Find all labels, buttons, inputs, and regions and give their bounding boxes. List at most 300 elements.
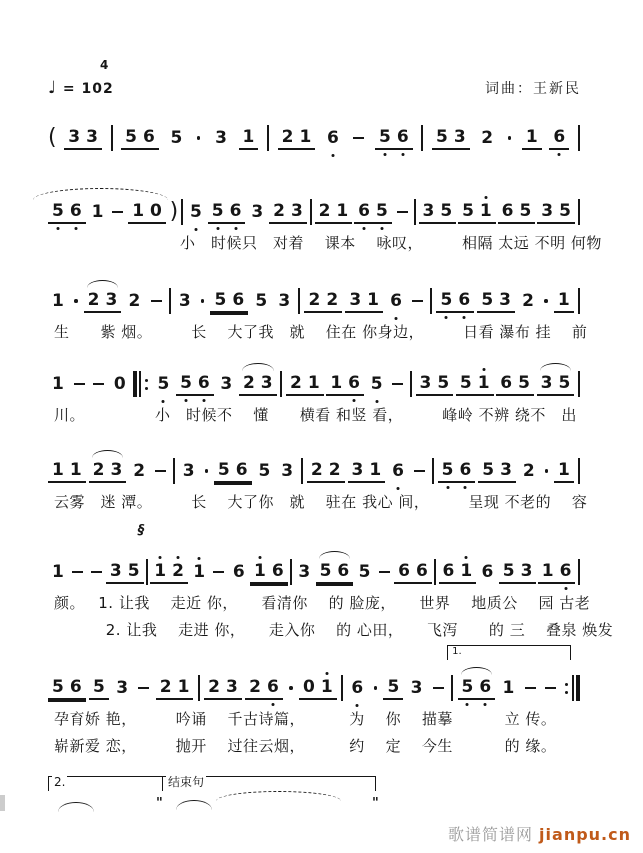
- note-digit: 5: [519, 200, 532, 221]
- lyrics-row-verse2: 崭新爱 恋， 抛开 过往云烟， 约 定 今生 的 缘。: [54, 737, 557, 755]
- note-group: [269, 201, 307, 224]
- note-digit: 6: [235, 459, 248, 480]
- duration-dash: [525, 687, 536, 689]
- breath-mark: ": [372, 796, 379, 811]
- notation-system: [48, 455, 588, 514]
- tie-arc: [33, 188, 168, 200]
- note-group: [537, 373, 575, 396]
- partial-slur-arc: [176, 800, 212, 810]
- note-group: [208, 201, 246, 224]
- note-digit: 1: [307, 372, 320, 393]
- repeat-begin-bar: [133, 371, 150, 397]
- note-group: [388, 461, 408, 481]
- note-digit: 5: [440, 200, 453, 221]
- note-group: [549, 127, 569, 150]
- note-digit: 5: [459, 372, 472, 393]
- note-digit: 5: [559, 200, 571, 221]
- volta-bracket-2: [48, 776, 162, 791]
- barline: [173, 458, 175, 484]
- tempo-value: = 102: [62, 81, 114, 97]
- note-group: [554, 460, 574, 483]
- segno-icon: §: [137, 523, 145, 538]
- note-digit: 6: [481, 562, 494, 582]
- note-digit: 6: [501, 200, 514, 221]
- breath-mark: ": [156, 796, 163, 811]
- note-digit: 1: [502, 678, 515, 698]
- note-digit: 5: [387, 676, 400, 697]
- note-group: [419, 201, 457, 224]
- note-group: [106, 561, 144, 584]
- note-digit: 6: [355, 201, 373, 221]
- note-group: [110, 374, 130, 394]
- barline: [198, 675, 200, 701]
- repeat-end-bar: [563, 675, 580, 701]
- augmentation-dot: [289, 686, 293, 690]
- notation-row: [48, 523, 581, 588]
- note-digit: 3: [105, 289, 118, 310]
- note-group: [128, 201, 166, 224]
- barline-stroke: [578, 559, 580, 585]
- barline: [181, 199, 183, 225]
- note-digit: 3: [410, 678, 423, 698]
- note-group: [48, 562, 68, 582]
- barline-stroke: [578, 371, 580, 397]
- note-group: [48, 374, 68, 394]
- site-domain: jianpu.cn: [539, 825, 631, 844]
- note-group: [150, 561, 188, 584]
- duration-dash: [433, 687, 444, 689]
- note-digit: 3: [422, 200, 435, 221]
- note-digit: 5: [373, 201, 391, 221]
- note-digit: 1: [132, 200, 145, 221]
- barline-stroke: [169, 288, 171, 314]
- notation-system: [48, 646, 581, 758]
- note-digit: 3: [298, 562, 311, 582]
- watermark: [448, 822, 631, 845]
- note-digit: 5: [214, 289, 227, 310]
- note-group: [239, 127, 259, 150]
- notation-system: [48, 285, 588, 344]
- note-digit: 1: [91, 202, 104, 222]
- barline-stroke: [198, 675, 200, 701]
- volta-bracket-1: [447, 645, 571, 660]
- duration-dash: [414, 470, 425, 472]
- note-group: [189, 562, 209, 582]
- note-digit: 5: [217, 459, 230, 480]
- note-digit: 1: [367, 289, 379, 310]
- barline-stroke: [430, 288, 432, 314]
- note-group: [125, 291, 145, 311]
- note-digit: 5: [437, 290, 455, 310]
- note-group: [407, 678, 427, 698]
- notation-system: [48, 122, 581, 154]
- barline-stroke: [341, 675, 343, 701]
- note-digit: 6: [415, 560, 428, 581]
- note-digit: 1: [477, 201, 495, 221]
- note-group: [537, 201, 575, 224]
- duration-dash: [112, 211, 123, 213]
- duration-dash: [155, 470, 166, 472]
- note-digit: 1: [242, 126, 255, 147]
- note-digit: 1: [52, 459, 64, 480]
- note-digit: 6: [442, 560, 455, 581]
- augmentation-dot: [205, 469, 209, 473]
- note-digit: 2: [522, 461, 535, 481]
- note-group: [375, 127, 413, 150]
- note-digit: 1: [558, 459, 570, 480]
- note-digit: 3: [178, 291, 191, 311]
- note-digit: 1: [330, 372, 343, 393]
- note-digit: 2: [326, 289, 339, 310]
- note-digit: 6: [476, 677, 494, 697]
- repeat-dot: [145, 379, 148, 382]
- notation-row: [48, 285, 581, 317]
- note-digit: 6: [67, 201, 85, 221]
- barline: [578, 288, 580, 314]
- note-digit: 3: [540, 372, 553, 393]
- note-group: [499, 561, 537, 584]
- note-digit: 2: [249, 676, 261, 697]
- note-group: [347, 678, 367, 698]
- note-digit: 3: [182, 461, 195, 481]
- note-digit: 6: [455, 290, 473, 310]
- volta-label: 2.: [54, 775, 66, 789]
- note-digit: 5: [155, 374, 173, 394]
- barline-stroke: [572, 675, 574, 701]
- note-digit: 2: [208, 676, 220, 697]
- note-digit: 3: [419, 372, 432, 393]
- note-digit: 1: [457, 561, 475, 581]
- barline: [137, 523, 148, 585]
- note-digit: 0: [150, 200, 162, 221]
- note-group: [394, 561, 432, 584]
- note-group: [477, 128, 497, 148]
- repeat-dots: [565, 683, 568, 694]
- note-digit: 3: [260, 372, 273, 393]
- note-group: [477, 290, 515, 313]
- note-digit: 3: [349, 289, 362, 310]
- note-group: [239, 373, 277, 396]
- barline-thick-stroke: [576, 675, 580, 701]
- barline: [410, 371, 412, 397]
- lyrics-row-verse1: 颜。 1. 让我 走近 你， 看清你 的 脸庞， 世界 地质公 园 古老: [54, 594, 591, 612]
- augmentation-dot: [374, 686, 378, 690]
- note-group: [367, 374, 387, 394]
- note-digit: 6: [387, 291, 405, 311]
- note-digit: 1: [52, 562, 64, 582]
- note-digit: 6: [69, 676, 82, 697]
- note-group: [154, 374, 174, 394]
- barline: [310, 199, 312, 225]
- repeat-dot: [565, 691, 568, 694]
- note-group: [323, 128, 343, 148]
- note-digit: 1: [336, 200, 349, 221]
- barline-stroke: [298, 288, 300, 314]
- barline-stroke: [578, 458, 580, 484]
- note-digit: 5: [209, 201, 227, 221]
- note-digit: 5: [170, 128, 183, 148]
- note-digit: 5: [319, 560, 332, 581]
- note-digit: 6: [389, 461, 407, 481]
- note-digit: 2: [159, 676, 172, 697]
- note-digit: 6: [500, 372, 513, 393]
- note-digit: 6: [232, 289, 245, 310]
- augmentation-dot: [74, 299, 78, 303]
- note-group: [458, 201, 496, 224]
- barline: [301, 458, 303, 484]
- note-digit: 5: [481, 289, 494, 310]
- slur-arc: [87, 280, 119, 288]
- note-group: [245, 677, 283, 700]
- lyrics-row: 云雾 迷 潭。 长 大了你 就 驻在 我心 间， 呈现 不老的 容: [54, 493, 588, 511]
- barline: [578, 458, 580, 484]
- augmentation-dot: [201, 299, 205, 303]
- note-digit: 6: [398, 560, 410, 581]
- note-digit: 2: [310, 459, 323, 480]
- note-group: [286, 373, 324, 396]
- note-digit: 0: [303, 676, 315, 697]
- note-digit: 5: [258, 461, 271, 481]
- note-group: [48, 460, 86, 483]
- duration-dash: [392, 383, 403, 385]
- note-group: [277, 461, 297, 481]
- note-digit: 2: [273, 200, 285, 221]
- duration-dash: [213, 571, 224, 573]
- barline: [432, 458, 434, 484]
- slur-arc: [540, 363, 572, 371]
- barline-stroke: [173, 458, 175, 484]
- augmentation-dot: [544, 299, 548, 303]
- note-group: [432, 127, 470, 150]
- note-digit: 3: [220, 374, 233, 394]
- note-digit: 3: [453, 126, 466, 147]
- note-digit: 5: [52, 676, 64, 697]
- duration-dash: [379, 571, 390, 573]
- duration-dash: [93, 383, 104, 385]
- note-group: [216, 374, 236, 394]
- notation-system: [48, 196, 602, 255]
- note-digit: 6: [143, 126, 155, 147]
- note-group: [345, 290, 383, 313]
- note-digit: 3: [499, 289, 511, 310]
- note-digit: 2: [92, 459, 105, 480]
- note-group: [355, 562, 375, 582]
- notation-row: [48, 122, 581, 154]
- slur-arc: [461, 667, 493, 675]
- note-digit: 2: [133, 461, 146, 481]
- barline: [280, 371, 282, 397]
- note-digit: 5: [482, 459, 495, 480]
- note-group: [519, 461, 539, 481]
- note-digit: 1: [177, 676, 190, 697]
- note-group: [518, 291, 538, 311]
- notation-system: [48, 523, 614, 642]
- note-digit: 6: [271, 560, 284, 581]
- note-group: [416, 373, 454, 396]
- note-group: [204, 677, 242, 700]
- note-group: [84, 290, 122, 313]
- note-group: [499, 678, 519, 698]
- slur-arc: [319, 551, 351, 559]
- duration-dash: [74, 383, 85, 385]
- note-group: [251, 291, 271, 311]
- note-digit: 1: [475, 373, 493, 393]
- barline: [290, 559, 292, 585]
- barline-stroke: [139, 371, 141, 397]
- note-group: [458, 677, 496, 700]
- note-digit: 5: [558, 372, 571, 393]
- note-group: [326, 373, 364, 396]
- note-group: [456, 373, 494, 396]
- note-digit: 3: [520, 560, 533, 581]
- note-digit: 3: [110, 459, 123, 480]
- note-digit: 1: [52, 374, 64, 394]
- notation-row: [48, 368, 581, 400]
- note-digit: 1: [190, 562, 208, 582]
- note-group: [438, 460, 476, 483]
- note-digit: 6: [195, 373, 213, 393]
- note-group: [247, 202, 267, 222]
- duration-dash: [72, 571, 83, 573]
- note-digit: 1: [299, 126, 312, 147]
- lyrics-row-verse1: 孕育娇 艳， 吟诵 千古诗篇， 为 你 描摹 立 传。: [54, 710, 557, 728]
- volta-label: 1.: [452, 646, 462, 657]
- note-digit: 0: [113, 374, 126, 394]
- note-digit: 6: [227, 201, 245, 221]
- duration-dash: [138, 687, 149, 689]
- note-digit: 6: [557, 561, 575, 581]
- duration-dash: [545, 687, 556, 689]
- barline-stroke: [267, 125, 269, 151]
- barline: [578, 125, 580, 151]
- notation-row: [48, 646, 581, 704]
- barline-stroke: [146, 559, 148, 585]
- note-group: [354, 201, 392, 224]
- barline-stroke: [310, 199, 312, 225]
- note-digit: 1: [541, 560, 554, 581]
- note-group: [214, 460, 252, 483]
- lyrics-row: 小 时候只 对着 课本 咏叹， 相隔 太远 不明 何物: [180, 234, 602, 252]
- note-digit: 5: [437, 372, 450, 393]
- barline-stroke: [434, 559, 436, 585]
- duration-dash: [91, 571, 102, 573]
- barline: [451, 646, 462, 701]
- scan-artifact: [0, 795, 5, 811]
- note-group: [436, 290, 474, 313]
- barline-stroke: [578, 199, 580, 225]
- note-digit: 3: [281, 461, 294, 481]
- duration-dash: [353, 137, 364, 139]
- barline-stroke: [181, 199, 183, 225]
- note-group: [89, 460, 127, 483]
- note-digit: 5: [376, 127, 394, 147]
- note-group: [294, 562, 314, 582]
- note-digit: 2: [128, 291, 141, 311]
- note-digit: 1: [69, 459, 82, 480]
- parenthesis: ): [169, 199, 179, 224]
- note-digit: 3: [251, 202, 264, 222]
- note-digit: 6: [348, 678, 366, 698]
- barline-thick-stroke: [133, 371, 137, 397]
- note-digit: 1: [369, 459, 382, 480]
- note-digit: 5: [255, 291, 268, 311]
- note-group: [383, 677, 403, 700]
- repeat-dot: [145, 387, 148, 390]
- note-digit: 2: [308, 289, 321, 310]
- note-digit: 2: [522, 291, 534, 311]
- barline: [341, 675, 343, 701]
- site-name: 歌谱简谱网: [447, 825, 540, 844]
- note-digit: 6: [457, 460, 475, 480]
- barline-stroke: [290, 559, 292, 585]
- note-digit: 5: [462, 200, 474, 221]
- note-group: [278, 127, 316, 150]
- lyrics-row-verse2: 2. 让我 走进 你， 走入你 的 心田， 飞泻 的 三 叠泉 焕发: [54, 621, 614, 639]
- barline: [578, 199, 580, 225]
- barline: [578, 559, 580, 585]
- note-digit: 1: [557, 289, 570, 310]
- note-digit: 5: [502, 560, 515, 581]
- note-group: [307, 460, 345, 483]
- note-digit: 5: [435, 126, 448, 147]
- parenthesis: (: [48, 125, 57, 150]
- barline: [298, 288, 300, 314]
- note-digit: 3: [215, 128, 227, 148]
- note-group: [64, 127, 102, 150]
- barline: [421, 125, 423, 151]
- note-digit: 6: [232, 562, 245, 582]
- note-group: [179, 461, 199, 481]
- note-digit: 5: [49, 201, 67, 221]
- note-group: [186, 202, 206, 222]
- barline-stroke: [432, 458, 434, 484]
- note-group: [48, 201, 86, 224]
- barline-stroke: [578, 288, 580, 314]
- barline: [111, 125, 113, 151]
- note-digit: 2: [328, 459, 341, 480]
- note-group: [89, 677, 109, 700]
- note-digit: 5: [459, 677, 477, 697]
- note-digit: 5: [368, 374, 386, 394]
- ending-label: 结束句: [168, 775, 205, 789]
- barline-stroke: [410, 371, 412, 397]
- note-group: [496, 373, 534, 396]
- repeat-dots: [145, 379, 148, 390]
- note-digit: 3: [86, 126, 98, 147]
- duration-dash: [412, 300, 423, 302]
- slur-arc: [92, 450, 124, 458]
- note-digit: 3: [500, 459, 512, 480]
- lyrics-row: 川。 小 时候不 懂 横看 和竖 看， 峰岭 不辨 绕不 出: [54, 406, 577, 424]
- note-digit: 1: [318, 677, 336, 697]
- note-digit: 5: [187, 202, 205, 222]
- note-group: [211, 128, 231, 148]
- lyrics-row: 生 紫 烟。 长 大了我 就 住在 你身边， 日看 瀑布 挂 前: [54, 323, 588, 341]
- note-group: [386, 291, 406, 311]
- note-digit: 3: [68, 126, 81, 147]
- note-digit: 3: [109, 560, 122, 581]
- barline: [169, 288, 171, 314]
- note-digit: 2: [318, 200, 331, 221]
- note-digit: 5: [518, 372, 530, 393]
- note-digit: 1: [151, 561, 169, 581]
- note-group: [250, 561, 288, 584]
- note-group: [522, 127, 542, 150]
- barline-stroke: [421, 125, 423, 151]
- meter-number: 4: [100, 58, 109, 72]
- notation-system: [48, 368, 581, 427]
- note-group: [316, 561, 354, 584]
